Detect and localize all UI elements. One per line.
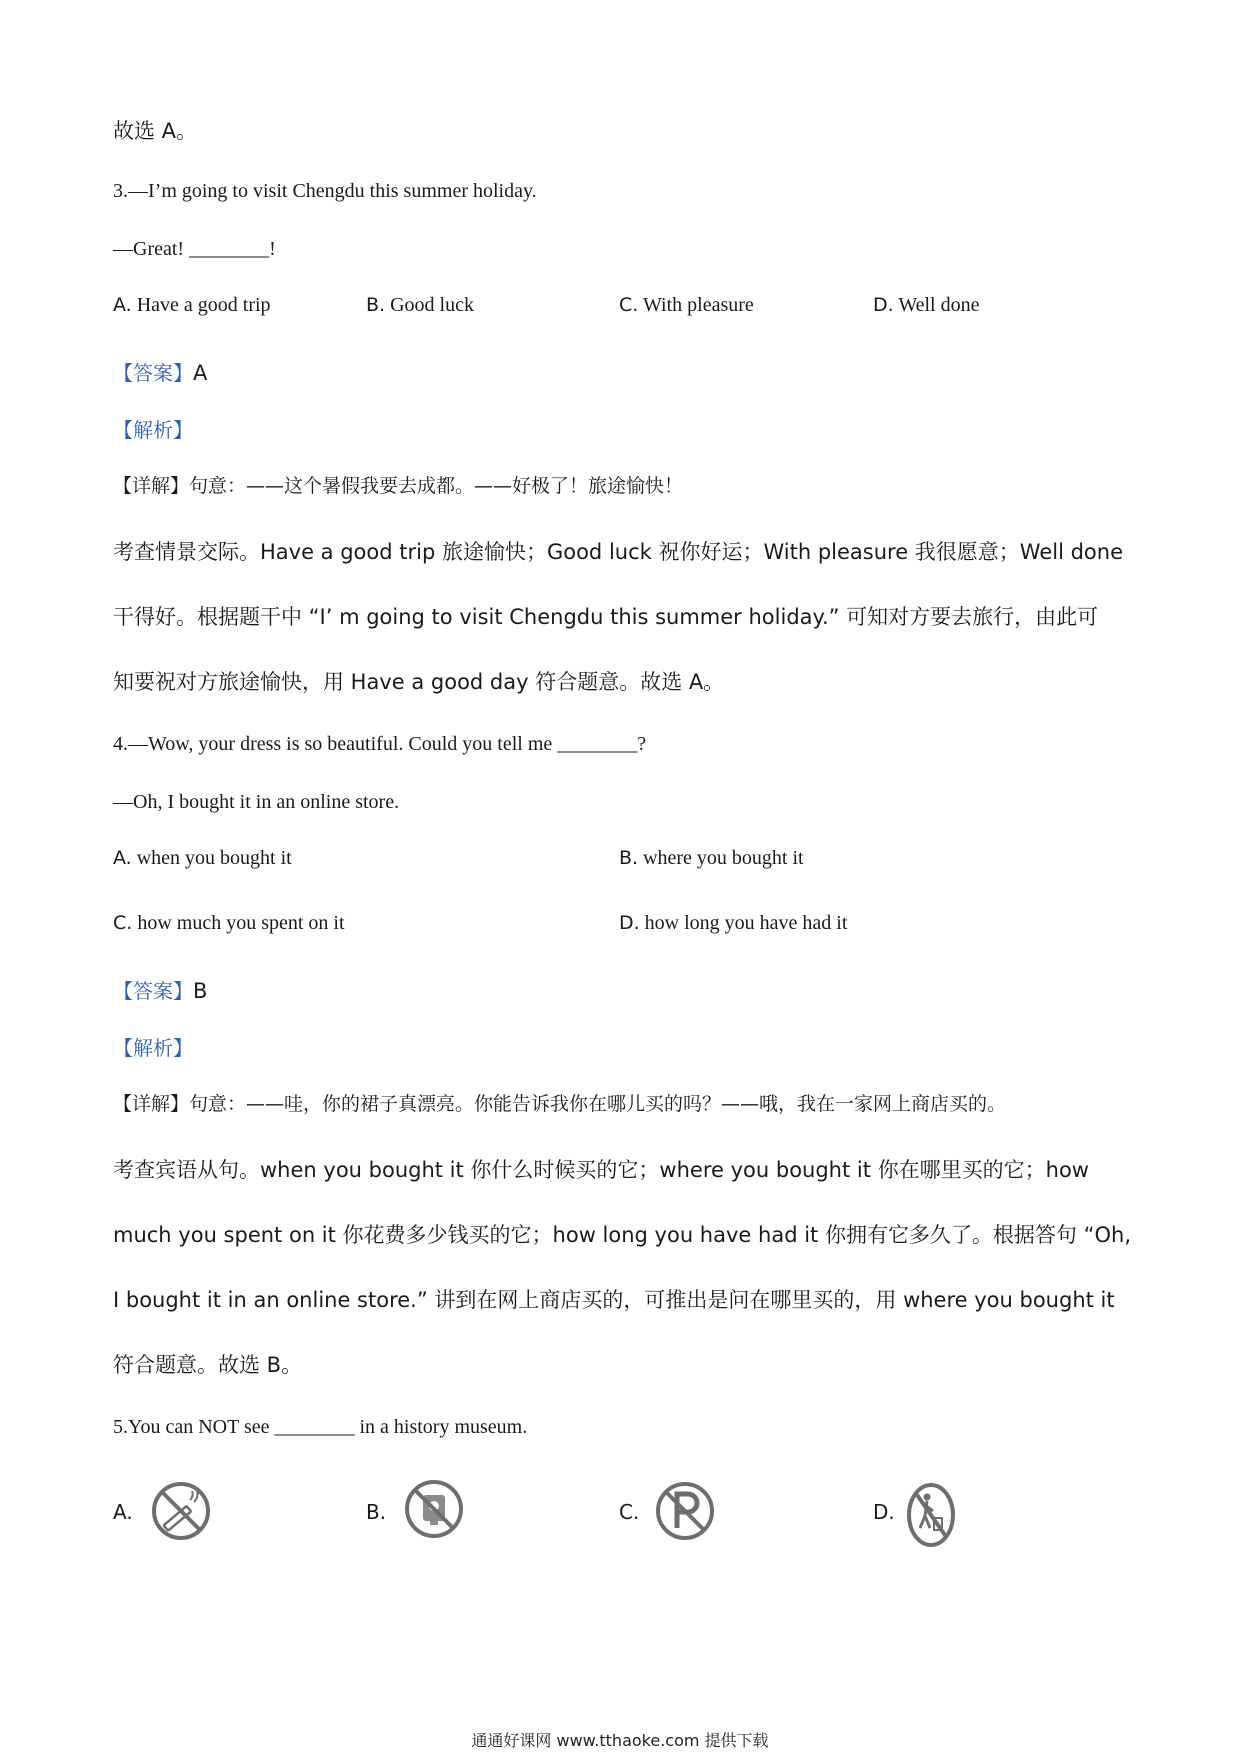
q4-option-b: B. where you bought it: [619, 847, 804, 869]
q3-detail-line: 考查情景交际。Have a good trip 旅途愉快；Good luck 祝你好运；With pleasure 我很愿意；Well done: [113, 540, 1123, 564]
q3-detail-line: 【详解】句意：——这个暑假我要去成都。——好极了！旅途愉快！: [113, 475, 684, 497]
no-smoking-icon: [150, 1480, 212, 1542]
q3-reply: —Great! ________!: [113, 238, 276, 260]
q3-detail-line: 干得好。根据题干中 “I’ m going to visit Chengdu this summer holiday.” 可知对方要去旅行，由此可: [113, 605, 1099, 629]
q3-analysis-label: 【解析】: [113, 418, 193, 442]
answer-label: 【答案】: [113, 979, 193, 1003]
q5-option-c-letter: C.: [619, 1500, 640, 1524]
q4-detail-line: I bought it in an online store.” 讲到在网上商店买的，可推出是问在哪里买的，用 where you bought it: [113, 1288, 1115, 1312]
intro-line: 故选 A。: [113, 119, 198, 143]
q4-option-d: D. how long you have had it: [619, 912, 848, 934]
answer-value: A: [193, 361, 208, 385]
q5-option-b-letter: B.: [366, 1500, 387, 1524]
q4-detail-line: much you spent on it 你花费多少钱买的它；how long you have had it 你拥有它多久了。根据答句 “Oh,: [113, 1223, 1132, 1247]
q4-detail-line: 考查宾语从句。when you bought it 你什么时候买的它；where you bought it 你在哪里买的它；how: [113, 1158, 1089, 1182]
q3-option-a: A. Have a good trip: [113, 294, 271, 316]
q4-reply: —Oh, I bought it in an online store.: [113, 791, 400, 813]
answer-value: B: [193, 979, 208, 1003]
q3-answer: [113, 357, 207, 386]
no-parking-icon: [654, 1480, 716, 1542]
q3-option-b: B. Good luck: [366, 294, 474, 316]
q3-detail-line: 知要祝对方旅途愉快，用 Have a good day 符合题意。故选 A。: [113, 670, 725, 694]
q5-option-a-letter: A.: [113, 1500, 133, 1524]
q4-stem: 4.—Wow, your dress is so beautiful. Could you tell me ________?: [113, 733, 647, 755]
q4-detail-line: 符合题意。故选 B。: [113, 1353, 303, 1377]
q4-option-a: A. when you bought it: [113, 847, 292, 869]
q4-detail-line: 【详解】句意：——哇，你的裙子真漂亮。你能告诉我你在哪儿买的吗？——哦，我在一家网上商店买的。: [113, 1093, 1007, 1115]
q5-option-d-letter: D.: [873, 1500, 895, 1524]
answer-label: 【答案】: [113, 361, 193, 385]
q3-option-c: C. With pleasure: [619, 294, 754, 316]
q4-analysis-label: 【解析】: [113, 1036, 193, 1060]
q4-answer: [113, 975, 207, 1004]
no-photo-icon: [403, 1478, 465, 1540]
q3-stem: 3.—I’m going to visit Chengdu this summer holiday.: [113, 180, 537, 202]
q5-stem: 5.You can NOT see ________ in a history museum.: [113, 1416, 528, 1438]
no-littering-icon: [905, 1482, 957, 1548]
q3-option-d: D. Well done: [873, 294, 980, 316]
page-footer: 通通好课网 www.tthaoke.com 提供下载: [471, 1731, 769, 1750]
q4-option-c: C. how much you spent on it: [113, 912, 345, 934]
